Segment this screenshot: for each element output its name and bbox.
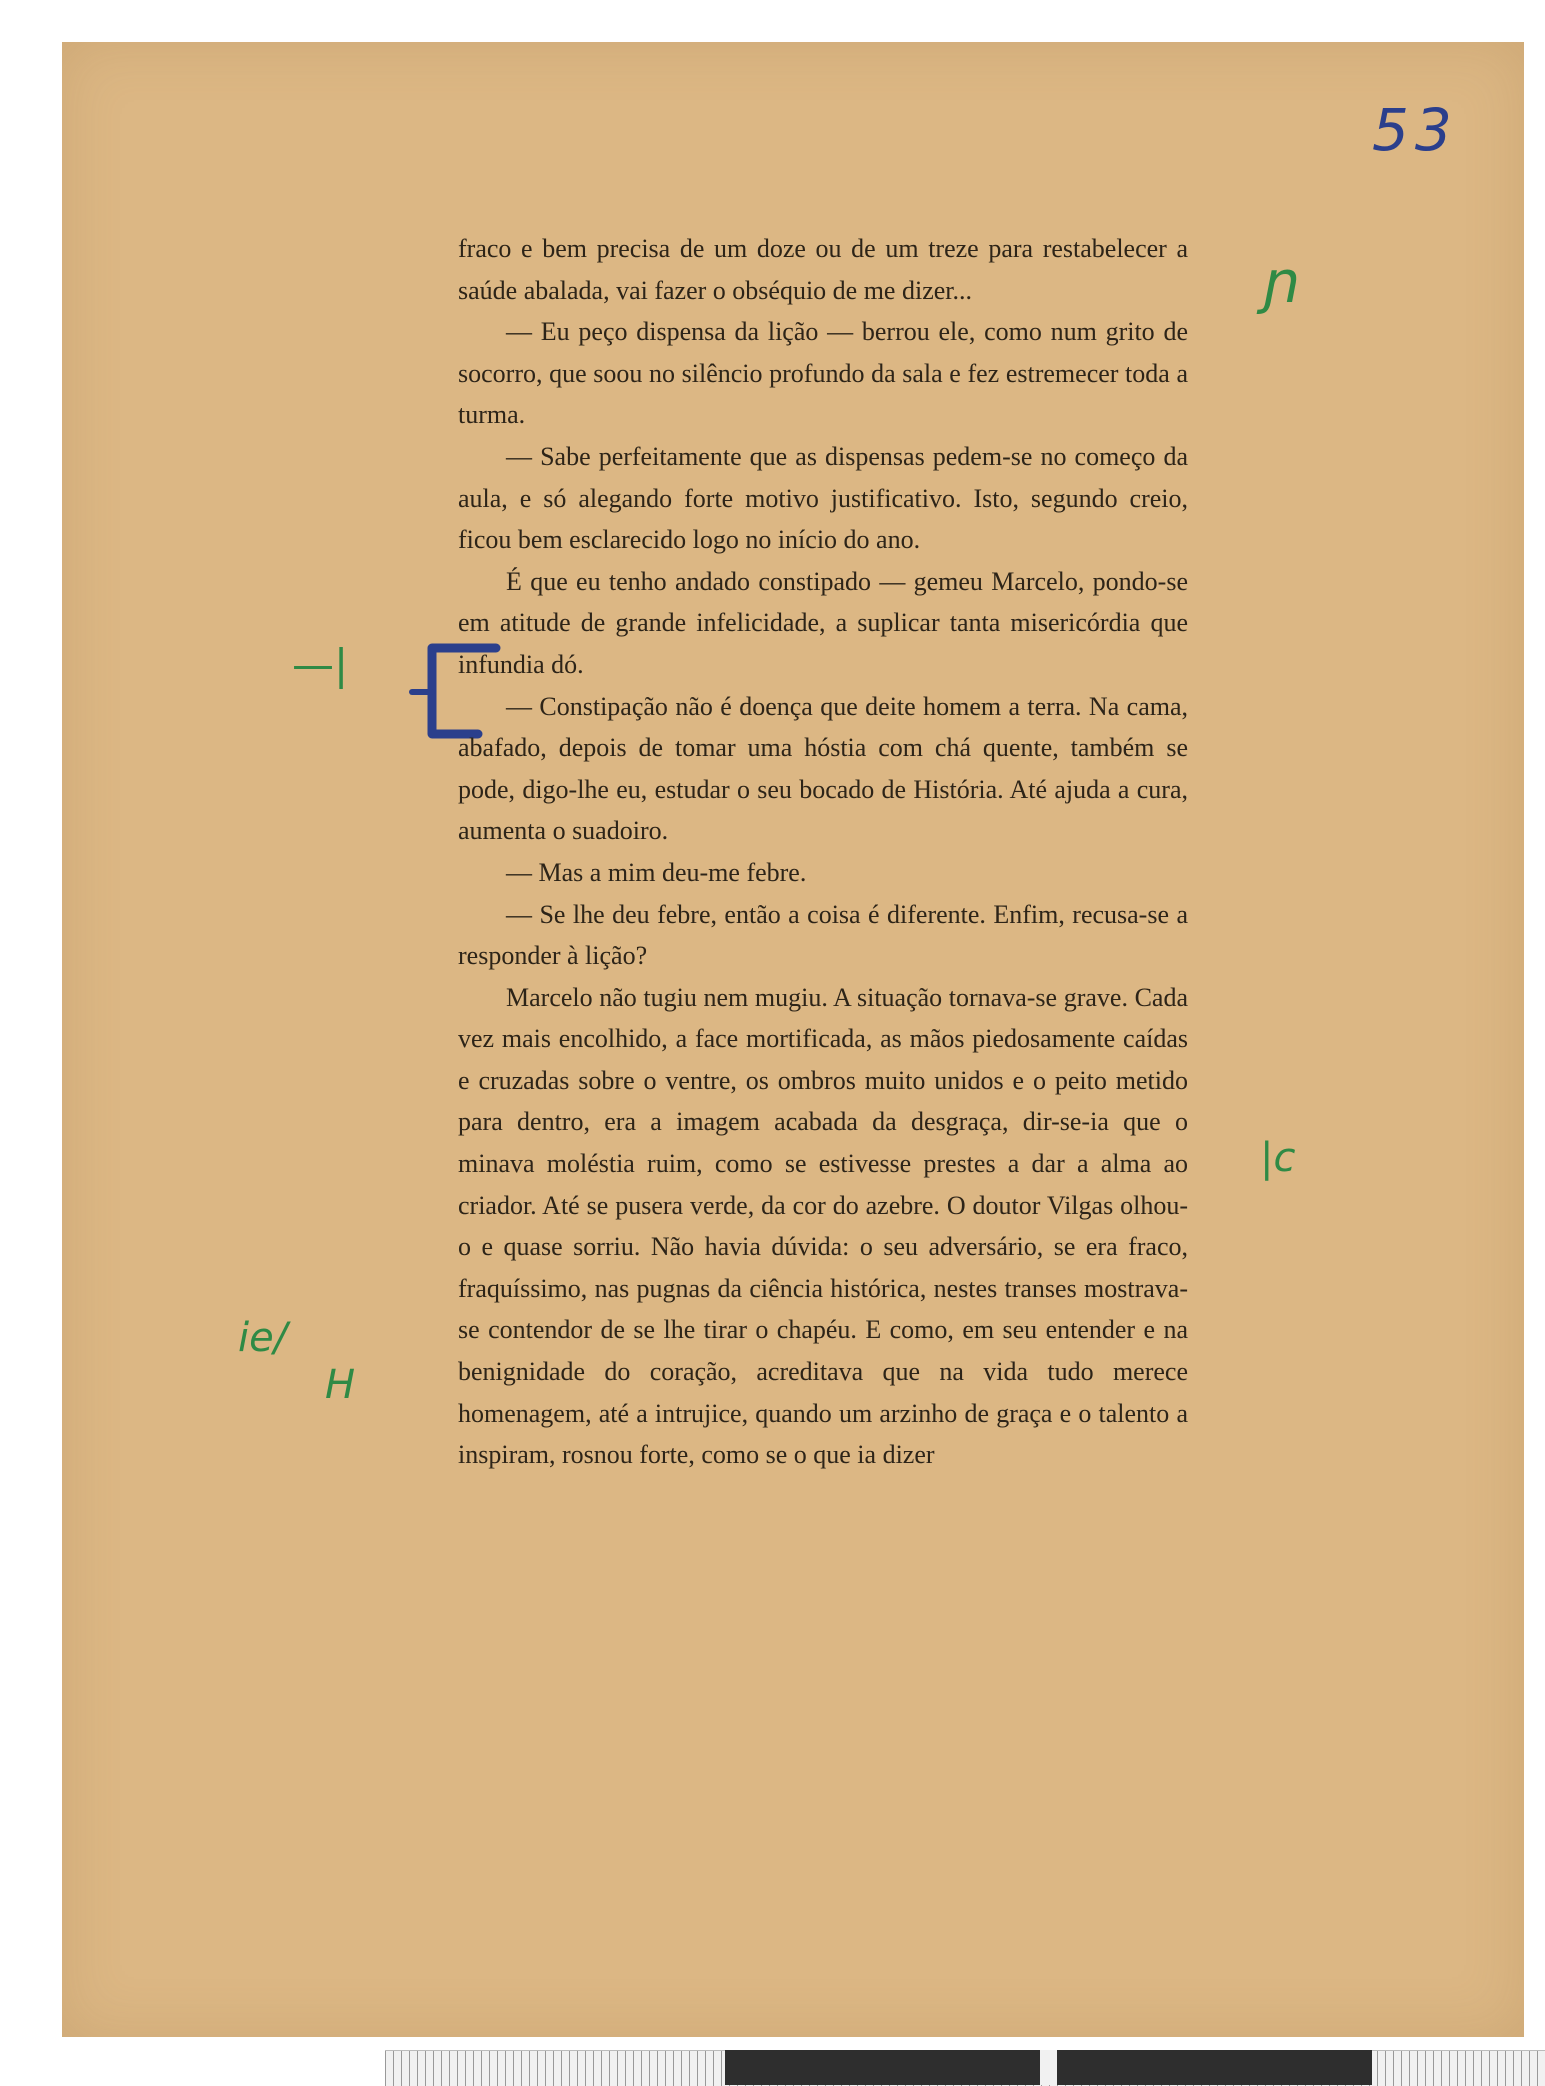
paragraph: fraco e bem precisa de um doze ou de um treze para restabelecer a saúde abalada, vai fazer o obséquio de me dizer... [458,234,1188,305]
proof-mark-left-lower-bottom: H [325,1362,356,1408]
color-bar-block [1057,2050,1372,2085]
paragraph: Marcelo não tugiu nem mugiu. A situação tornava-se grave. Cada vez mais encolhido, a face mortificada, as mãos piedosamente caídas e cruzadas sobre o ventre, os ombros muito unidos e o peito metido para dentro, era a imagem acabada da desgraça, dir-se-ia que o minava moléstia ruim, como se estivesse prestes a dar a alma ao criador. Até se pusera verde, da cor do azebre. O doutor Vilgas olhou-o e quase sorriu. Não havia dúvida: o seu adversário, se era fraco, fraquíssimo, nas pugnas da ciência histórica, nestes transes mostrava-se contendor de se lhe tirar o chapéu. E como, em seu entender e na benignidade do coração, acreditava que na vida tudo merece homenagem, até a intrujice, quando um arzinho de graça e o talento a inspiram, rosnou forte, como se o que ia dizer [458,982,1188,1470]
paragraph: — Mas a mim deu-me febre. [506,857,807,887]
paragraph: — Sabe perfeitamente que as dispensas pedem-se no começo da aula, e só alegando forte motivo justificativo. Isto, segundo creio, ficou bem esclarecido logo no início do ano. [458,441,1188,555]
page-number: 53 [1372,96,1458,164]
color-bar-gap [1040,2050,1057,2085]
paragraph: — Eu peço dispensa da lição — berrou ele, como num grito de socorro, que soou no silêncio profundo da sala e fez estremecer toda a turma. [458,317,1188,430]
proof-mark-right-middle: |c [1260,1135,1296,1181]
paragraph: É que eu tenho andado constipado — gemeu Marcelo, pondo-se em atitude de grande infelicidade, a suplicar tanta misericórdia que infundia dó. [458,566,1188,679]
paragraph: — Se lhe deu febre, então a coisa é diferente. Enfim, recusa-se a responder à lição? [458,899,1188,971]
paragraph: — Constipação não é doença que deite homem a terra. Na cama, abafado, depois de tomar uma hóstia com chá quente, também se pode, digo-lhe eu, estudar o seu bocado de História. Até ajuda a cura, aumenta o suadoiro. [458,691,1188,846]
color-bar-block [725,2050,1040,2085]
proof-mark-new-paragraph: —| [292,640,349,689]
body-text [458,228,1188,1476]
proof-mark-top-right: ɲ [1262,248,1300,316]
proof-mark-left-lower-top: ie/ [238,1315,288,1361]
